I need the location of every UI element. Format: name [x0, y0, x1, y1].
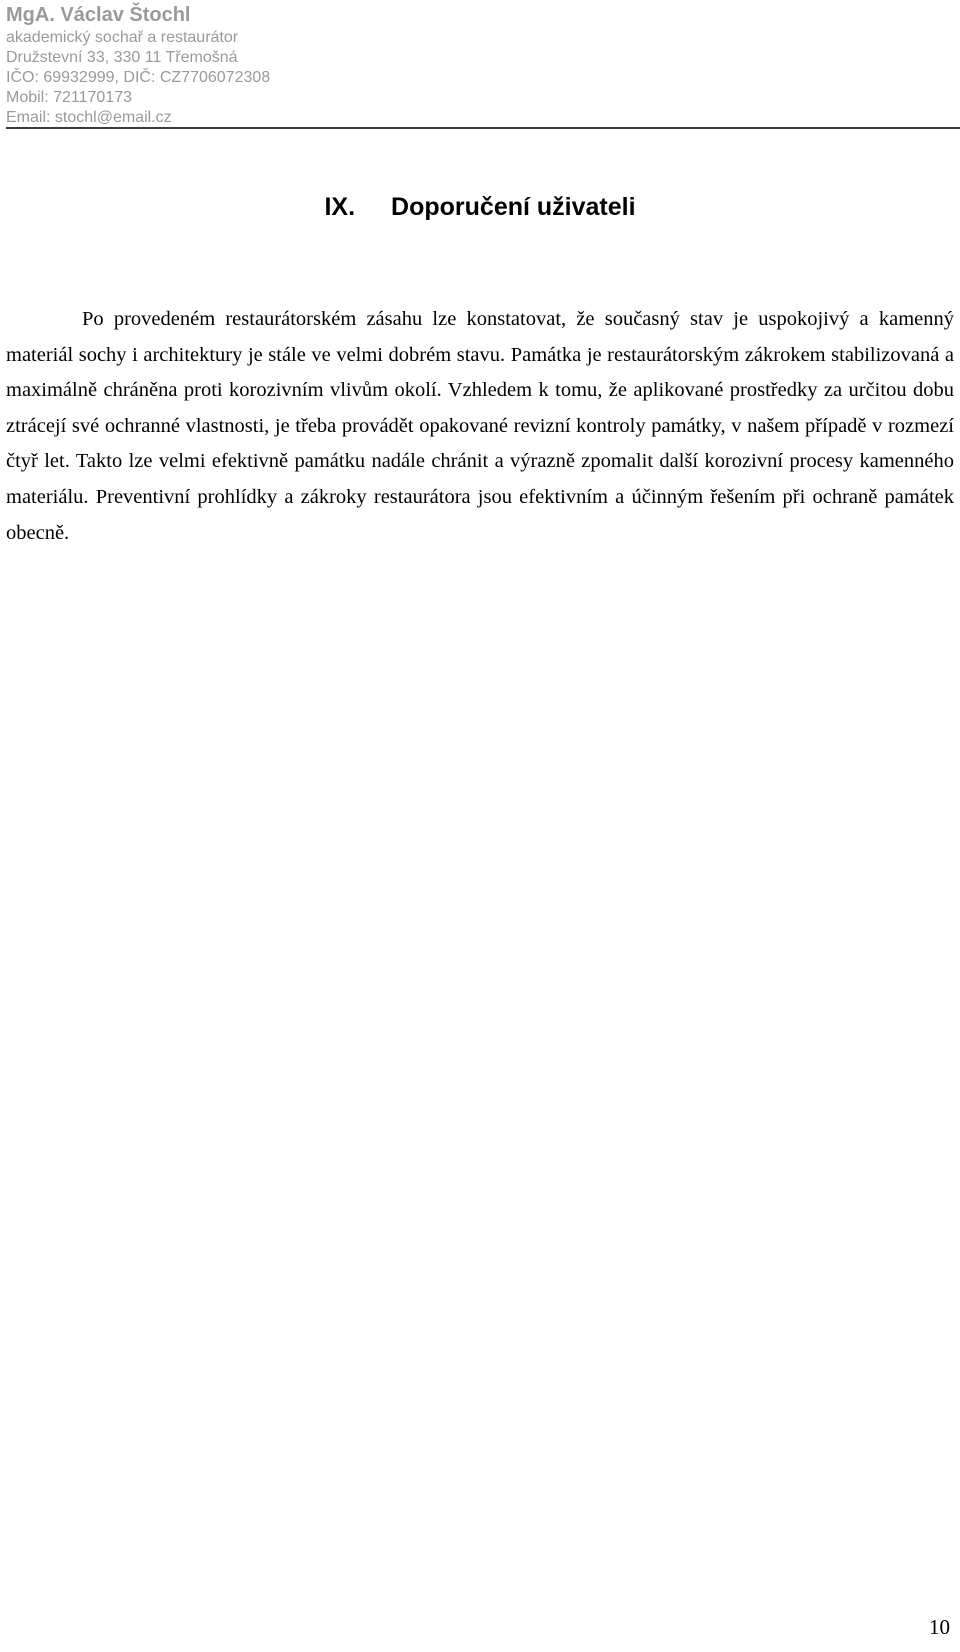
body-paragraph: Po provedeném restaurátorském zásahu lze konstatovat, že současný stav je uspokojivý a kamenný materiál sochy i architektury je stále ve velmi dobrém stavu. Památka je restaurátorským zákrokem stabilizovaná a maximálně chráněna proti korozivním vlivům okolí. Vzhledem k tomu, že aplikované prostředky za určitou dobu ztrácejí své ochranné vlastnosti, je třeba provádět opakované revizní kontroly památky, v našem případě v rozmezí čtyř let. Takto lze velmi efektivně památku nadále chránit a výrazně zpomalit další korozivní procesy kamenného materiálu. Preventivní prohlídky a zákroky restaurátora jsou efektivním a účinným řešením při ochraně památek obecně. [6, 308, 954, 544]
letterhead-mobile: Mobil: 721170173 [6, 89, 133, 106]
letterhead-divider [6, 127, 960, 129]
letterhead-email: Email: stochl@email.cz [6, 109, 172, 126]
page-number: 10 [929, 1615, 950, 1639]
letterhead-name: MgA. Václav Štochl [6, 4, 191, 26]
section-title: Doporučení uživateli [391, 193, 636, 221]
letterhead-title: akademický sochař a restaurátor [6, 29, 239, 46]
section-heading [0, 190, 960, 224]
letterhead-ids: IČO: 69932999, DIČ: CZ7706072308 [6, 69, 271, 86]
letterhead-address: Družstevní 33, 330 11 Třemošná [6, 49, 238, 66]
section-number: IX. [324, 193, 356, 221]
letterhead [6, 2, 960, 128]
